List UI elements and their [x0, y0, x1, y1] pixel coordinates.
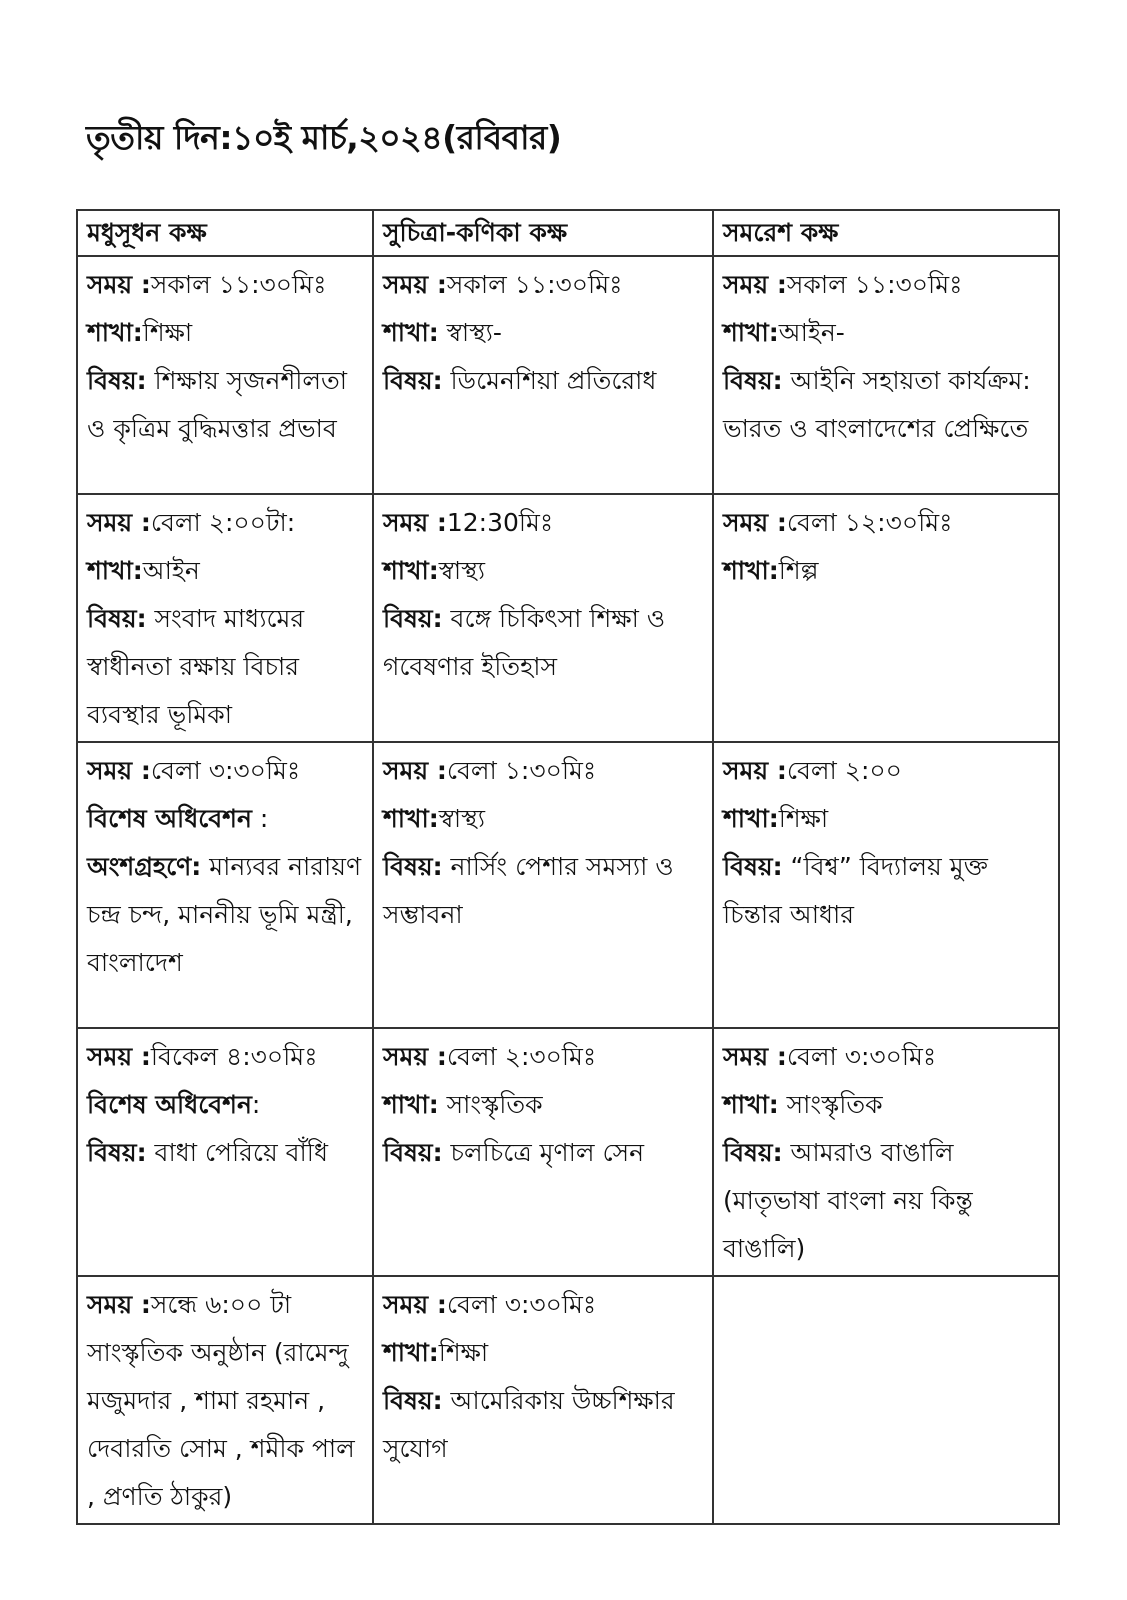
table-header-row — [77, 210, 1059, 256]
branch-line — [87, 547, 364, 595]
session-cell — [77, 742, 373, 1028]
time-value: বিকেল ৪:৩০মিঃ — [150, 1042, 318, 1071]
session-cell — [373, 494, 713, 742]
time-value: বেলা ৩:৩০মিঃ — [786, 1042, 937, 1071]
time-line — [383, 1281, 704, 1329]
session-cell — [713, 494, 1059, 742]
time-value: বেলা ১:৩০মিঃ — [446, 756, 597, 785]
special-session-label: বিশেষ অধিবেশন — [87, 1090, 252, 1119]
branch-value: শিল্প — [778, 556, 819, 585]
time-label: সময় : — [723, 1042, 787, 1071]
subject-value: আইনি সহায়তা কার্যক্রম: ভারত ও বাংলাদেশের প্রেক্ষিতে — [723, 366, 1031, 443]
time-value: 12:30মিঃ — [446, 508, 554, 537]
subject-value: সংবাদ মাধ্যমের স্বাধীনতা রক্ষায় বিচার ব্যবস্থার ভূমিকা — [87, 604, 305, 729]
branch-value: স্বাস্থ্য- — [446, 318, 502, 347]
branch-line — [723, 547, 1050, 595]
branch-value: স্বাস্থ্য — [438, 804, 485, 833]
table-row — [77, 742, 1059, 1028]
subject-line — [87, 357, 364, 453]
branch-label: শাখা: — [87, 318, 143, 347]
time-line — [723, 499, 1050, 547]
subject-line — [383, 1377, 704, 1473]
branch-label: শাখা: — [87, 556, 143, 585]
branch-label: শাখা: — [723, 1090, 779, 1119]
subject-label: বিষয়: — [87, 366, 147, 395]
header-samaresh-room: সমরেশ কক্ষ — [713, 210, 1059, 256]
page-title: তৃতীয় দিন:১০ই মার্চ,২০২৪(রবিবার) — [86, 118, 562, 157]
time-label: সময় : — [87, 1290, 151, 1319]
special-session-line — [87, 795, 364, 843]
subject-label: বিষয়: — [723, 852, 783, 881]
time-line — [87, 1033, 364, 1081]
subject-line — [723, 843, 1050, 939]
subject-value: “বিশ্ব” বিদ্যালয় মুক্ত চিন্তার আধার — [723, 852, 988, 929]
subject-value: আমেরিকায় উচ্চশিক্ষার সুযোগ — [383, 1386, 675, 1463]
time-line — [87, 747, 364, 795]
session-cell — [713, 742, 1059, 1028]
branch-line — [723, 309, 1050, 357]
time-label: সময় : — [383, 1042, 447, 1071]
empty-cell — [713, 1276, 1059, 1524]
time-value: বেলা ৩:৩০মিঃ — [150, 756, 301, 785]
time-label: সময় : — [383, 1290, 447, 1319]
branch-line — [87, 309, 364, 357]
time-value: বেলা ১২:৩০মিঃ — [786, 508, 953, 537]
session-cell — [373, 1028, 713, 1276]
branch-label: শাখা: — [383, 804, 439, 833]
subject-label: বিষয়: — [383, 366, 443, 395]
branch-value: আইন — [142, 556, 200, 585]
subject-value: চলচিত্রে মৃণাল সেন — [450, 1138, 645, 1167]
session-cell — [373, 742, 713, 1028]
time-line — [723, 747, 1050, 795]
header-madhusudan-room: মধুসূধন কক্ষ — [77, 210, 373, 256]
subject-label: বিষয়: — [383, 1386, 443, 1415]
branch-value: আইন- — [778, 318, 845, 347]
branch-line — [723, 1081, 1050, 1129]
branch-line — [383, 1329, 704, 1377]
time-line — [383, 1033, 704, 1081]
header-suchitra-kanika-room: সুচিত্রা-কণিকা কক্ষ — [373, 210, 713, 256]
table-row — [77, 1276, 1059, 1524]
session-cell — [77, 256, 373, 494]
session-cell — [77, 1276, 373, 1524]
branch-label: শাখা: — [723, 318, 779, 347]
subject-line — [87, 595, 364, 739]
subject-line — [723, 357, 1050, 453]
special-session-label: বিশেষ অধিবেশন — [87, 804, 252, 833]
session-cell — [77, 1028, 373, 1276]
time-label: সময় : — [87, 508, 151, 537]
time-line — [87, 499, 364, 547]
time-label: সময় : — [383, 756, 447, 785]
time-line — [723, 1033, 1050, 1081]
subject-label: বিষয়: — [383, 604, 443, 633]
time-label: সময় : — [723, 270, 787, 299]
participants-value: মান্যবর নারায়ণ চন্দ্র চন্দ, মাননীয় ভূমি মন্ত্রী, বাংলাদেশ — [87, 852, 362, 977]
session-cell — [713, 1028, 1059, 1276]
subject-label: বিষয়: — [723, 1138, 783, 1167]
table-row — [77, 494, 1059, 742]
participants-line — [87, 843, 364, 987]
time-line — [723, 261, 1050, 309]
branch-label: শাখা: — [383, 556, 439, 585]
session-cell — [713, 256, 1059, 494]
time-line — [383, 261, 704, 309]
time-label: সময় : — [383, 270, 447, 299]
time-line — [87, 1281, 364, 1329]
branch-value: শিক্ষা — [438, 1338, 489, 1367]
time-label: সময় : — [383, 508, 447, 537]
schedule-table — [76, 209, 1060, 1525]
branch-label: শাখা: — [383, 1090, 439, 1119]
branch-value: শিক্ষা — [142, 318, 193, 347]
table-row — [77, 1028, 1059, 1276]
subject-line — [723, 1129, 1050, 1273]
special-session-suffix: : — [251, 1090, 261, 1119]
subject-label: বিষয়: — [87, 1138, 147, 1167]
time-value: বেলা ৩:৩০মিঃ — [446, 1290, 597, 1319]
subject-value: ডিমেনশিয়া প্রতিরোধ — [450, 366, 657, 395]
branch-label: শাখা: — [383, 1338, 439, 1367]
branch-line — [383, 795, 704, 843]
time-value: বেলা ২:৩০মিঃ — [446, 1042, 597, 1071]
session-cell — [77, 494, 373, 742]
subject-line — [383, 357, 704, 405]
subject-value: বঙ্গে চিকিৎসা শিক্ষা ও গবেষণার ইতিহাস — [383, 604, 666, 681]
branch-label: শাখা: — [723, 804, 779, 833]
subject-label: বিষয়: — [383, 1138, 443, 1167]
subject-label: বিষয়: — [87, 604, 147, 633]
time-label: সময় : — [723, 756, 787, 785]
time-line — [87, 261, 364, 309]
session-cell — [373, 256, 713, 494]
branch-value: শিক্ষা — [778, 804, 829, 833]
time-value: বেলা ২:০০ — [786, 756, 902, 785]
branch-value: সাংস্কৃতিক — [446, 1090, 543, 1119]
subject-value: বাধা পেরিয়ে বাঁধি — [154, 1138, 328, 1167]
branch-line — [383, 547, 704, 595]
branch-label: শাখা: — [723, 556, 779, 585]
time-line — [383, 499, 704, 547]
branch-label: শাখা: — [383, 318, 439, 347]
time-value: সকাল ১১:৩০মিঃ — [446, 270, 623, 299]
subject-label: বিষয়: — [723, 366, 783, 395]
subject-line — [87, 1129, 364, 1177]
subject-value: আমরাও বাঙালি (মাতৃভাষা বাংলা নয় কিন্তু বাঙালি) — [723, 1138, 973, 1263]
time-value: সন্ধে ৬:০০ টা — [150, 1290, 292, 1319]
time-value: সকাল ১১:৩০মিঃ — [786, 270, 963, 299]
table-row — [77, 256, 1059, 494]
time-label: সময় : — [723, 508, 787, 537]
subject-line — [383, 595, 704, 691]
participation-label: অংশগ্রহণে: — [87, 852, 202, 881]
branch-line — [383, 1081, 704, 1129]
branch-value: স্বাস্থ্য — [438, 556, 485, 585]
event-description: সাংস্কৃতিক অনুষ্ঠান (রামেন্দু মজুমদার , শামা রহমান , দেবারতি সোম , শমীক পাল , প্রণতি ঠাকুর) — [87, 1338, 355, 1511]
subject-value: নার্সিং পেশার সমস্যা ও সম্ভাবনা — [383, 852, 674, 929]
time-label: সময় : — [87, 270, 151, 299]
branch-value: সাংস্কৃতিক — [786, 1090, 883, 1119]
branch-line — [383, 309, 704, 357]
session-cell — [373, 1276, 713, 1524]
time-line — [383, 747, 704, 795]
subject-label: বিষয়: — [383, 852, 443, 881]
time-value: বেলা ২:০০টা: — [150, 508, 296, 537]
time-label: সময় : — [87, 1042, 151, 1071]
special-session-line — [87, 1081, 364, 1129]
subject-line — [383, 843, 704, 939]
special-session-suffix: : — [259, 804, 269, 833]
subject-value: শিক্ষায় সৃজনশীলতা ও কৃত্রিম বুদ্ধিমত্তার প্রভাব — [87, 366, 348, 443]
subject-line — [383, 1129, 704, 1177]
time-label: সময় : — [87, 756, 151, 785]
branch-line — [723, 795, 1050, 843]
time-value: সকাল ১১:৩০মিঃ — [150, 270, 327, 299]
